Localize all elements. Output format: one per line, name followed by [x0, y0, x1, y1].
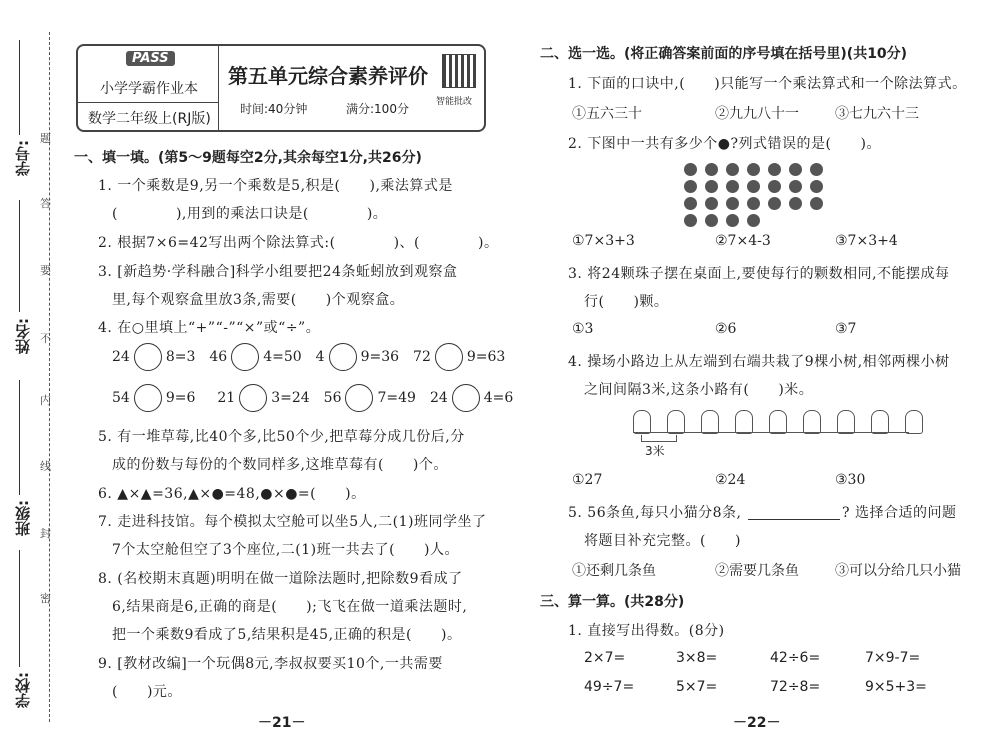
- dot: [726, 163, 739, 176]
- tree-icon: [837, 410, 855, 434]
- tree-icon: [701, 410, 719, 434]
- binding-margin: [0, 0, 62, 747]
- dot: [747, 197, 760, 210]
- seal-char: 线: [40, 460, 51, 473]
- option[interactable]: ③30: [835, 472, 866, 488]
- dot: [705, 214, 718, 227]
- operator-circle[interactable]: [345, 384, 373, 412]
- question-line: 3. [新趋势·学科融合]科学小组要把24条蚯蚓放到观察盒: [98, 264, 458, 280]
- seal-char: 题: [40, 132, 51, 145]
- class-line[interactable]: [19, 380, 20, 495]
- dot: [684, 214, 697, 227]
- option[interactable]: ①27: [572, 472, 603, 488]
- question-line: 6. ▲×▲=36,▲×●=48,●×●=( )。: [98, 486, 366, 502]
- page-title: 第五单元综合素养评价: [228, 64, 428, 88]
- seal-char: 不: [40, 332, 51, 345]
- student-id-line[interactable]: [19, 40, 20, 135]
- operator-row-2: 54 9=6 21 3=24 56 7=49 24 4=6: [112, 384, 513, 412]
- tree-icon: [871, 410, 889, 434]
- calc-item[interactable]: 49÷7=: [584, 679, 635, 695]
- time-limit: 时间:40分钟: [240, 102, 308, 116]
- seal-char: 要: [40, 264, 51, 277]
- dot: [747, 214, 760, 227]
- question-line: 6,结果商是6,正确的商是( );飞飞在做一道乘法题时,: [112, 599, 468, 615]
- question-line: 5. 有一堆草莓,比40个多,比50个少,把草莓分成几份后,分: [98, 429, 465, 445]
- operator-circle[interactable]: [435, 343, 463, 371]
- calc-item[interactable]: 2×7=: [584, 650, 626, 666]
- dot: [810, 197, 823, 210]
- question-line: 1. 一个乘数是9,另一个乘数是5,积是( ),乘法算式是: [98, 178, 453, 194]
- question-line: 3. 将24颗珠子摆在桌面上,要使每行的颗数相同,不能摆成每: [568, 266, 950, 282]
- option[interactable]: ②九九八十一: [715, 106, 799, 122]
- dot: [726, 197, 739, 210]
- tree-icon: [735, 410, 753, 434]
- seal-char: 封: [40, 527, 51, 540]
- question-line: 把一个乘数9看成了5,结果积是45,正确的积是( )。: [112, 627, 462, 643]
- calc-item[interactable]: 72÷8=: [770, 679, 821, 695]
- full-score: 满分:100分: [346, 102, 409, 116]
- question-line: 4. 在○里填上“+”“-”“×”或“÷”。: [98, 320, 321, 336]
- name-line[interactable]: [19, 200, 20, 312]
- dot: [789, 197, 802, 210]
- operator-circle[interactable]: [134, 343, 162, 371]
- book-title: 小学学霸作业本: [100, 81, 198, 97]
- calc-item[interactable]: 3×8=: [676, 650, 718, 666]
- question-line: 4. 操场小路边上从左端到右端共栽了9棵小树,相邻两棵小树: [568, 354, 950, 370]
- operator-row-1: 24 8=3 46 4=50 4 9=36 72 9=63: [112, 343, 505, 371]
- student-id-label: 学号:: [14, 140, 32, 176]
- question-line: 成的份数与每份的个数同样多,这堆草莓有( )个。: [112, 457, 448, 473]
- operator-circle[interactable]: [452, 384, 480, 412]
- answer-blank[interactable]: [748, 519, 840, 520]
- question-line: 里,每个观察盒里放3条,需要( )个观察盒。: [112, 292, 405, 308]
- dot: [768, 163, 781, 176]
- question-line: 7. 走进科技馆。每个模拟太空舱可以坐5人,二(1)班同学坐了: [98, 514, 487, 530]
- question-line: 2. 根据7×6=42写出两个除法算式:( )、( )。: [98, 235, 499, 251]
- dot: [705, 180, 718, 193]
- dot: [705, 163, 718, 176]
- option[interactable]: ③7×3+4: [835, 233, 898, 249]
- question-line: ? 选择合适的问题: [842, 505, 957, 521]
- seal-char: 内: [40, 394, 51, 407]
- qr-code-icon[interactable]: [442, 54, 476, 88]
- option[interactable]: ③7: [835, 321, 857, 337]
- dot: [810, 163, 823, 176]
- tree-icon: [905, 410, 923, 434]
- dot: [684, 163, 697, 176]
- calc-title: 1. 直接写出得数。(8分): [568, 623, 725, 639]
- option[interactable]: ②7×4-3: [715, 233, 771, 249]
- question-line: 之间间隔3米,这条小路有( )米。: [584, 382, 814, 398]
- calc-item[interactable]: 7×9-7=: [865, 650, 921, 666]
- question-line: ( ),用到的乘法口诀是( )。: [112, 206, 388, 222]
- dot: [705, 197, 718, 210]
- dot: [768, 180, 781, 193]
- operator-circle[interactable]: [134, 384, 162, 412]
- option[interactable]: ①五六三十: [572, 106, 642, 122]
- dot: [726, 180, 739, 193]
- operator-circle[interactable]: [329, 343, 357, 371]
- dot: [684, 180, 697, 193]
- seal-char: 答: [40, 197, 51, 210]
- school-line[interactable]: [19, 550, 20, 667]
- question-line: 5. 56条鱼,每只小猫分8条,: [568, 505, 742, 521]
- question-line: 1. 下面的口诀中,( )只能写一个乘法算式和一个除法算式。: [568, 76, 967, 92]
- tree-icon: [667, 410, 685, 434]
- option[interactable]: ①3: [572, 321, 594, 337]
- option[interactable]: ②24: [715, 472, 746, 488]
- question-line: 将题目补充完整。( ): [584, 533, 741, 549]
- spacing-bracket: [641, 435, 677, 442]
- calc-item[interactable]: 42÷6=: [770, 650, 821, 666]
- dot: [726, 214, 739, 227]
- question-line: 8. (名校期末真题)明明在做一道除法题时,把除数9看成了: [98, 571, 463, 587]
- section-calc: 三、算一算。(共28分): [540, 594, 685, 610]
- worksheet-header: [76, 44, 486, 132]
- tree-icon: [803, 410, 821, 434]
- page-number-left: －21－: [258, 715, 306, 731]
- dot: [747, 163, 760, 176]
- operator-circle[interactable]: [231, 343, 259, 371]
- operator-circle[interactable]: [239, 384, 267, 412]
- calc-item[interactable]: 9×5+3=: [865, 679, 927, 695]
- question-line: ( )元。: [112, 684, 182, 700]
- question-line: 行( )颗。: [584, 294, 669, 310]
- section-fill-in: 一、填一填。(第5～9题每空2分,其余每空1分,共26分): [74, 150, 422, 166]
- dot: [810, 180, 823, 193]
- option[interactable]: ③可以分给几只小猫: [835, 563, 961, 579]
- dot: [768, 197, 781, 210]
- option[interactable]: ③七九六十三: [835, 106, 919, 122]
- tree-icon: [633, 410, 651, 434]
- spacing-label: 3米: [645, 444, 665, 458]
- option[interactable]: ②需要几条鱼: [715, 563, 799, 579]
- seal-char: 密: [40, 592, 51, 605]
- question-line: 7个太空舱但空了3个座位,二(1)班一共去了( )人。: [112, 542, 460, 558]
- brand-logo: PASS: [126, 51, 175, 66]
- option[interactable]: ②6: [715, 321, 737, 337]
- question-line: 2. 下图中一共有多少个●?列式错误的是( )。: [568, 136, 881, 152]
- grade-edition: 数学二年级上(RJ版): [88, 111, 211, 127]
- school-label: 学校:: [14, 672, 32, 708]
- dot: [789, 163, 802, 176]
- qr-label: 智能批改: [436, 97, 473, 107]
- tree-icon: [769, 410, 787, 434]
- page-number-right: －22－: [733, 715, 781, 731]
- dot: [747, 180, 760, 193]
- section-choice: 二、选一选。(将正确答案前面的序号填在括号里)(共10分): [540, 46, 908, 62]
- dot: [789, 180, 802, 193]
- question-line: 9. [教材改编]一个玩偶8元,李叔叔要买10个,一共需要: [98, 656, 443, 672]
- option[interactable]: ①还剩几条鱼: [572, 563, 656, 579]
- class-label: 班级:: [14, 500, 32, 536]
- name-label: 姓名:: [14, 318, 32, 354]
- option[interactable]: ①7×3+3: [572, 233, 635, 249]
- calc-item[interactable]: 5×7=: [676, 679, 718, 695]
- dot: [684, 197, 697, 210]
